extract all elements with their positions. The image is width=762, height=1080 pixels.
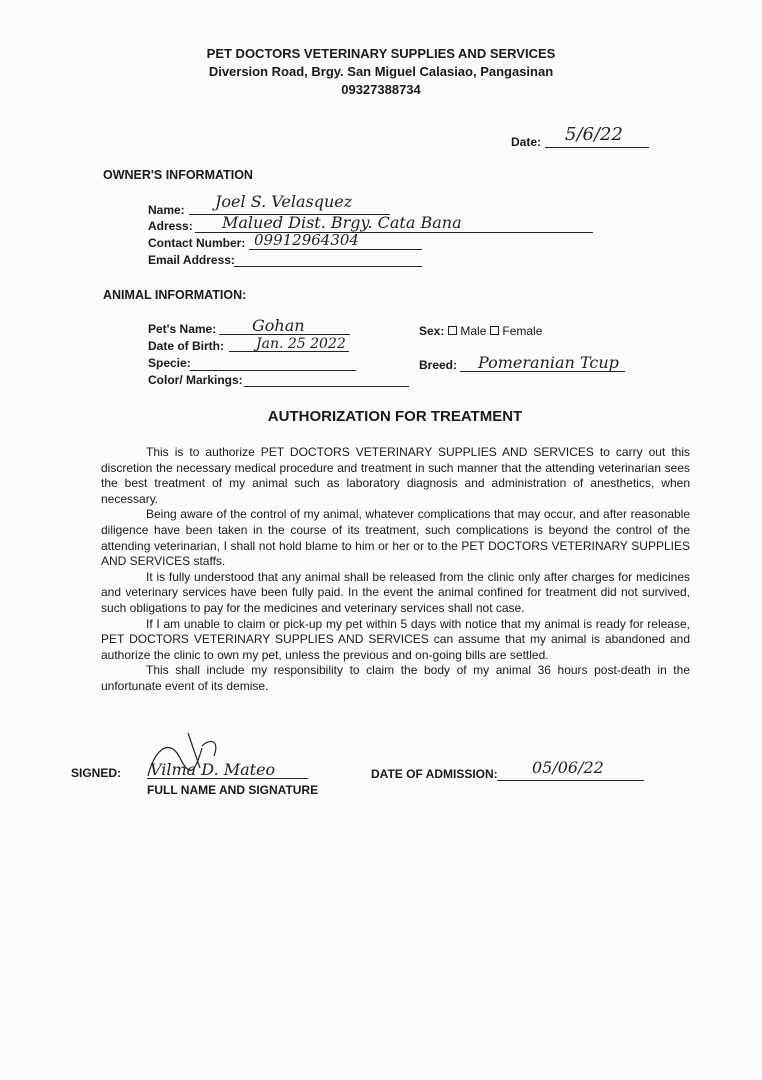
contact-line: [249, 249, 422, 250]
date-label: Date:: [511, 135, 542, 149]
admission-line: [497, 780, 644, 781]
name-label: Name:: [148, 203, 185, 217]
paragraph-1: This is to authorize PET DOCTORS VETERINARY SUPPLIES AND SERVICES to carry out this discretion the necessary medical procedure and treatment in such manner that the attending veterinarian sees the best treatment of my animal such as laboratory diagnosis and administration of anesthetics, when necessary.: [101, 445, 690, 506]
authorization-text: [101, 445, 690, 695]
name-value: Joel S. Velasquez: [215, 192, 353, 211]
signed-value: Vilma D. Mateo: [150, 760, 276, 779]
paragraph-5: This shall include my responsibility to claim the body of my animal 36 hours post-death in the unfortunate event of its demise.: [101, 663, 690, 693]
breed-label: Breed:: [419, 358, 458, 372]
pet-name-label: Pet's Name:: [148, 322, 217, 336]
email-line: [234, 266, 422, 267]
dob-label: Date of Birth:: [148, 339, 224, 353]
pet-name-value: Gohan: [252, 316, 305, 335]
email-label: Email Address:: [148, 253, 235, 267]
admission-value: 05/06/22: [532, 758, 604, 777]
color-line: [244, 386, 409, 387]
male-checkbox[interactable]: [448, 326, 457, 335]
date-line: [545, 147, 649, 148]
paragraph-2: Being aware of the control of my animal, whatever complications that may occur, and after reasonable diligence have been taken in the course of its treatment, such complications is beyond the control of the attending veterinarian, I shall not hold blame to him or her or to the PET DOCTORS VETERINARY SUPPLIES AND SERVICES staffs.: [101, 507, 690, 569]
animal-section-title: ANIMAL INFORMATION:: [103, 288, 247, 302]
contact-value: 09912964304: [254, 231, 359, 249]
paragraph-3: It is fully understood that any animal shall be released from the clinic only after charges for medicines and veterinary services have been fully paid. In the event the animal confined for treatment did not survived, such obligations to pay for the medicines and veterinary services shall not case.: [101, 569, 690, 615]
company-name: PET DOCTORS VETERINARY SUPPLIES AND SERVICES: [206, 46, 556, 61]
specie-label: Specie:: [148, 356, 191, 370]
company-phone: 09327388734: [341, 82, 421, 97]
male-option: Male: [460, 324, 487, 338]
signed-label: SIGNED:: [71, 766, 122, 780]
sex-label: Sex:: [419, 324, 445, 338]
address-value: Malued Dist. Brgy. Cata Bana: [222, 213, 462, 232]
company-address: Diversion Road, Brgy. San Miguel Calasiao, Pangasinan: [208, 64, 554, 79]
female-checkbox[interactable]: [490, 326, 499, 335]
address-label: Adress:: [148, 219, 193, 233]
color-label: Color/ Markings:: [148, 373, 243, 387]
sex-field: [419, 324, 542, 338]
contact-label: Contact Number:: [148, 236, 246, 250]
admission-label: DATE OF ADMISSION:: [371, 767, 498, 781]
dob-value: Jan. 25 2022: [256, 336, 346, 352]
owner-section-title: OWNER'S INFORMATION: [103, 168, 253, 182]
paragraph-4: If I am unable to claim or pick-up my pet within 5 days with notice that my animal is ready for release, PET DOCTORS VETERINARY SUPPLIES AND SERVICES can assume that my animal is abandoned and authorize the clinic to own my pet, unless the previous and on-going bills are settled.: [101, 616, 690, 662]
full-name-label: FULL NAME AND SIGNATURE: [147, 783, 319, 797]
breed-value: Pomeranian Tcup: [478, 353, 619, 372]
specie-line: [190, 370, 356, 371]
date-value: 5/6/22: [565, 124, 623, 145]
female-option: Female: [502, 324, 543, 338]
authorization-title: AUTHORIZATION FOR TREATMENT: [267, 408, 523, 425]
